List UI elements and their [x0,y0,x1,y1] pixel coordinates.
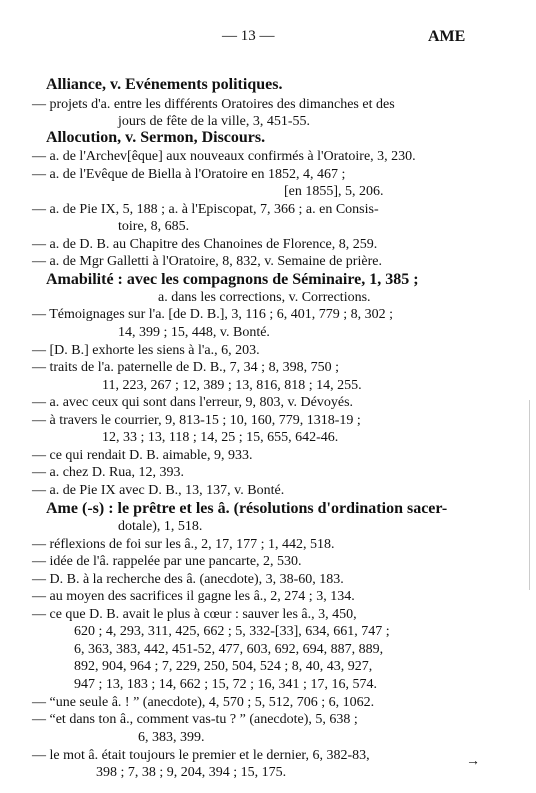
entry-line: — “une seule â. ! ” (anecdote), 4, 570 ; 5, 512, 706 ; 6, 1062. [32,695,375,710]
entry-line: — a. avec ceux qui sont dans l'erreur, 9, 803, v. Dévoyés. [32,395,354,410]
entry-line: — a. chez D. Rua, 12, 393. [32,465,185,480]
entry-line: — a. de l'Archev[êque] aux nouveaux confirmés à l'Oratoire, 3, 230. [32,149,416,164]
running-head: AME [428,28,466,45]
entry-line: — a. de l'Evêque de Biella à l'Oratoire en 1852, 4, 467 ; [32,167,346,182]
entry-line: 892, 904, 964 ; 7, 229, 250, 504, 524 ; 8, 40, 43, 927, [74,659,373,674]
entry-line: — [D. B.] exhorte les siens à l'a., 6, 203. [32,343,260,358]
entry-line: — le mot â. était toujours le premier et le dernier, 6, 382-83, [32,748,370,763]
entry-line: — traits de l'a. paternelle de D. B., 7, 34 ; 8, 398, 750 ; [32,360,339,375]
entry-line: — D. B. à la recherche des â. (anecdote), 3, 38-60, 183. [32,572,344,587]
entry-line: — projets d'a. entre les différents Oratoires des dimanches et des [32,97,395,112]
entry-line: — “et dans ton â., comment vas-tu ? ” (anecdote), 5, 638 ; [32,712,358,727]
entry-line: a. dans les corrections, v. Corrections. [158,290,371,305]
entry-line: 11, 223, 267 ; 12, 389 ; 13, 816, 818 ; 14, 255. [102,378,362,393]
entry-line: — idée de l'â. rappelée par une pancarte, 2, 530. [32,554,302,569]
entry-heading: Amabilité : avec les compagnons de Séminaire, 1, 385 ; [46,271,419,288]
entry-line: 6, 363, 383, 442, 451-52, 477, 603, 692, 694, 887, 889, [74,642,384,657]
entry-line: — à travers le courrier, 9, 813-15 ; 10, 160, 779, 1318-19 ; [32,413,361,428]
entry-line: 14, 399 ; 15, 448, v. Bonté. [118,325,270,340]
entry-line: — réflexions de foi sur les â., 2, 17, 177 ; 1, 442, 518. [32,537,335,552]
entry-line: 6, 383, 399. [138,730,205,745]
entry-line: — ce que D. B. avait le plus à cœur : sauver les â., 3, 450, [32,607,357,622]
entry-line: — a. de D. B. au Chapitre des Chanoines de Florence, 8, 259. [32,237,378,252]
entry-line: dotale), 1, 518. [118,519,203,534]
entry-line: jours de fête de la ville, 3, 451-55. [118,114,311,129]
entry-line: — a. de Pie IX, 5, 188 ; a. à l'Episcopat, 7, 366 ; a. en Consis- [32,202,379,217]
entry-heading: Allocution, v. Sermon, Discours. [46,129,266,146]
entry-line: — a. de Pie IX avec D. B., 13, 137, v. Bonté. [32,483,285,498]
entry-line: toire, 8, 685. [118,219,190,234]
scan-margin-line [529,400,530,590]
continue-arrow-icon: → [466,754,480,769]
page-number: — 13 — [222,28,275,44]
entry-heading: Alliance, v. Evénements politiques. [46,76,283,93]
page-header [0,24,536,48]
entry-line: 947 ; 13, 183 ; 14, 662 ; 15, 72 ; 16, 341 ; 17, 16, 574. [74,677,377,692]
entry-line: — au moyen des sacrifices il gagne les â., 2, 274 ; 3, 134. [32,589,355,604]
entry-line: 398 ; 7, 38 ; 9, 204, 394 ; 15, 175. [96,765,287,780]
entry-heading: Ame (-s) : le prêtre et les â. (résolutions d'ordination sacer- [46,500,448,517]
entry-line: — Témoignages sur l'a. [de D. B.], 3, 116 ; 6, 401, 779 ; 8, 302 ; [32,307,394,322]
entry-line: 620 ; 4, 293, 311, 425, 662 ; 5, 332-[33], 634, 661, 747 ; [74,624,390,639]
entry-line: 12, 33 ; 13, 118 ; 14, 25 ; 15, 655, 642-46. [102,430,339,445]
entry-line: — a. de Mgr Galletti à l'Oratoire, 8, 832, v. Semaine de prière. [32,254,382,269]
entry-line: — ce qui rendait D. B. aimable, 9, 933. [32,448,253,463]
entry-line: [en 1855], 5, 206. [284,184,384,199]
